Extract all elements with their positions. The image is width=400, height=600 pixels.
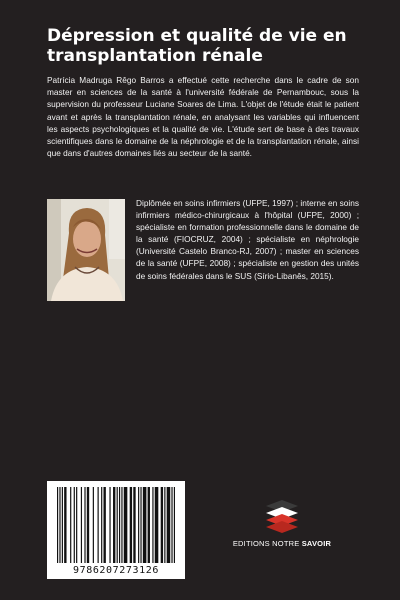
author-photo [47, 199, 125, 301]
barcode-bar [124, 487, 128, 563]
publisher-name [232, 539, 332, 548]
barcode-bar [98, 487, 99, 563]
barcode-bar [171, 487, 172, 563]
barcode-bar [119, 487, 120, 563]
barcode-bar [74, 487, 75, 563]
barcode-bar [155, 487, 159, 563]
book-title: Dépression et qualité de vie en transplantation rénale [47, 26, 347, 66]
barcode-bar [76, 487, 77, 563]
barcode-bar [93, 487, 94, 563]
barcode-bar [148, 487, 150, 563]
barcode-bar [138, 487, 139, 563]
publisher-brand: SAVOIR [301, 539, 332, 548]
barcode-bar [103, 487, 105, 563]
barcode-bar [101, 487, 102, 563]
barcode-icon [55, 487, 177, 563]
barcode-bar [133, 487, 135, 563]
barcode-bar [121, 487, 122, 563]
barcode-bar [117, 487, 118, 563]
isbn-number: 9786207273126 [72, 565, 160, 576]
barcode-bar [64, 487, 66, 563]
barcode-bar [140, 487, 141, 563]
barcode-bar [143, 487, 147, 563]
barcode-bar [57, 487, 58, 563]
barcode-bar [84, 487, 85, 563]
publisher-logo [232, 496, 332, 556]
barcode-bar [130, 487, 132, 563]
barcode-bar [152, 487, 153, 563]
barcode-bar [113, 487, 115, 563]
barcode-bar [174, 487, 175, 563]
barcode-bar [164, 487, 165, 563]
isbn-barcode [47, 481, 185, 579]
barcode-bar [109, 487, 110, 563]
barcode-bar [59, 487, 60, 563]
barcode-bar [161, 487, 163, 563]
barcode-bar [167, 487, 171, 563]
barcode-bar [62, 487, 63, 563]
author-portrait-icon [47, 199, 125, 301]
barcode-bar [70, 487, 71, 563]
publisher-prefix: EDITIONS NOTRE [232, 539, 300, 548]
barcode-bar [87, 487, 89, 563]
stacked-books-icon [262, 496, 302, 536]
book-summary: Patrícia Madruga Rêgo Barros a effectué cette recherche dans le cadre de son master en sciences de la santé à l'université fédérale de Pernambouc, sous la supervision du professeur Luciane Soares de Lima. L'objet de l'étude était le patient avant et après la transplantation rénale, en analysant les variables qui influencent les aspects psychologiques et la qualité de vie. L'étude sert de base à des travaux scientifiques dans le domaine de la néphrologie et de la transplantation rénale, ainsi que dans d'autres domaines liés au secteur de la santé. [47, 75, 359, 159]
author-bio: Diplômée en soins infirmiers (UFPE, 1997) ; interne en soins infirmiers médico-chirurgicaux à l'hôpital (UFPE, 2000) ; spécialiste en formation professionnelle dans le domaine de la santé (FIOCRUZ, 2004) ; spécialiste en néphrologie (Université Castelo Branco-RJ, 2007) ; master en sciences de la santé (UFPE, 2008) ; spécialiste en gestion des unités de soins fédérales dans le SUS (Sírio-Libanês, 2015). [136, 198, 359, 281]
barcode-bar [81, 487, 82, 563]
